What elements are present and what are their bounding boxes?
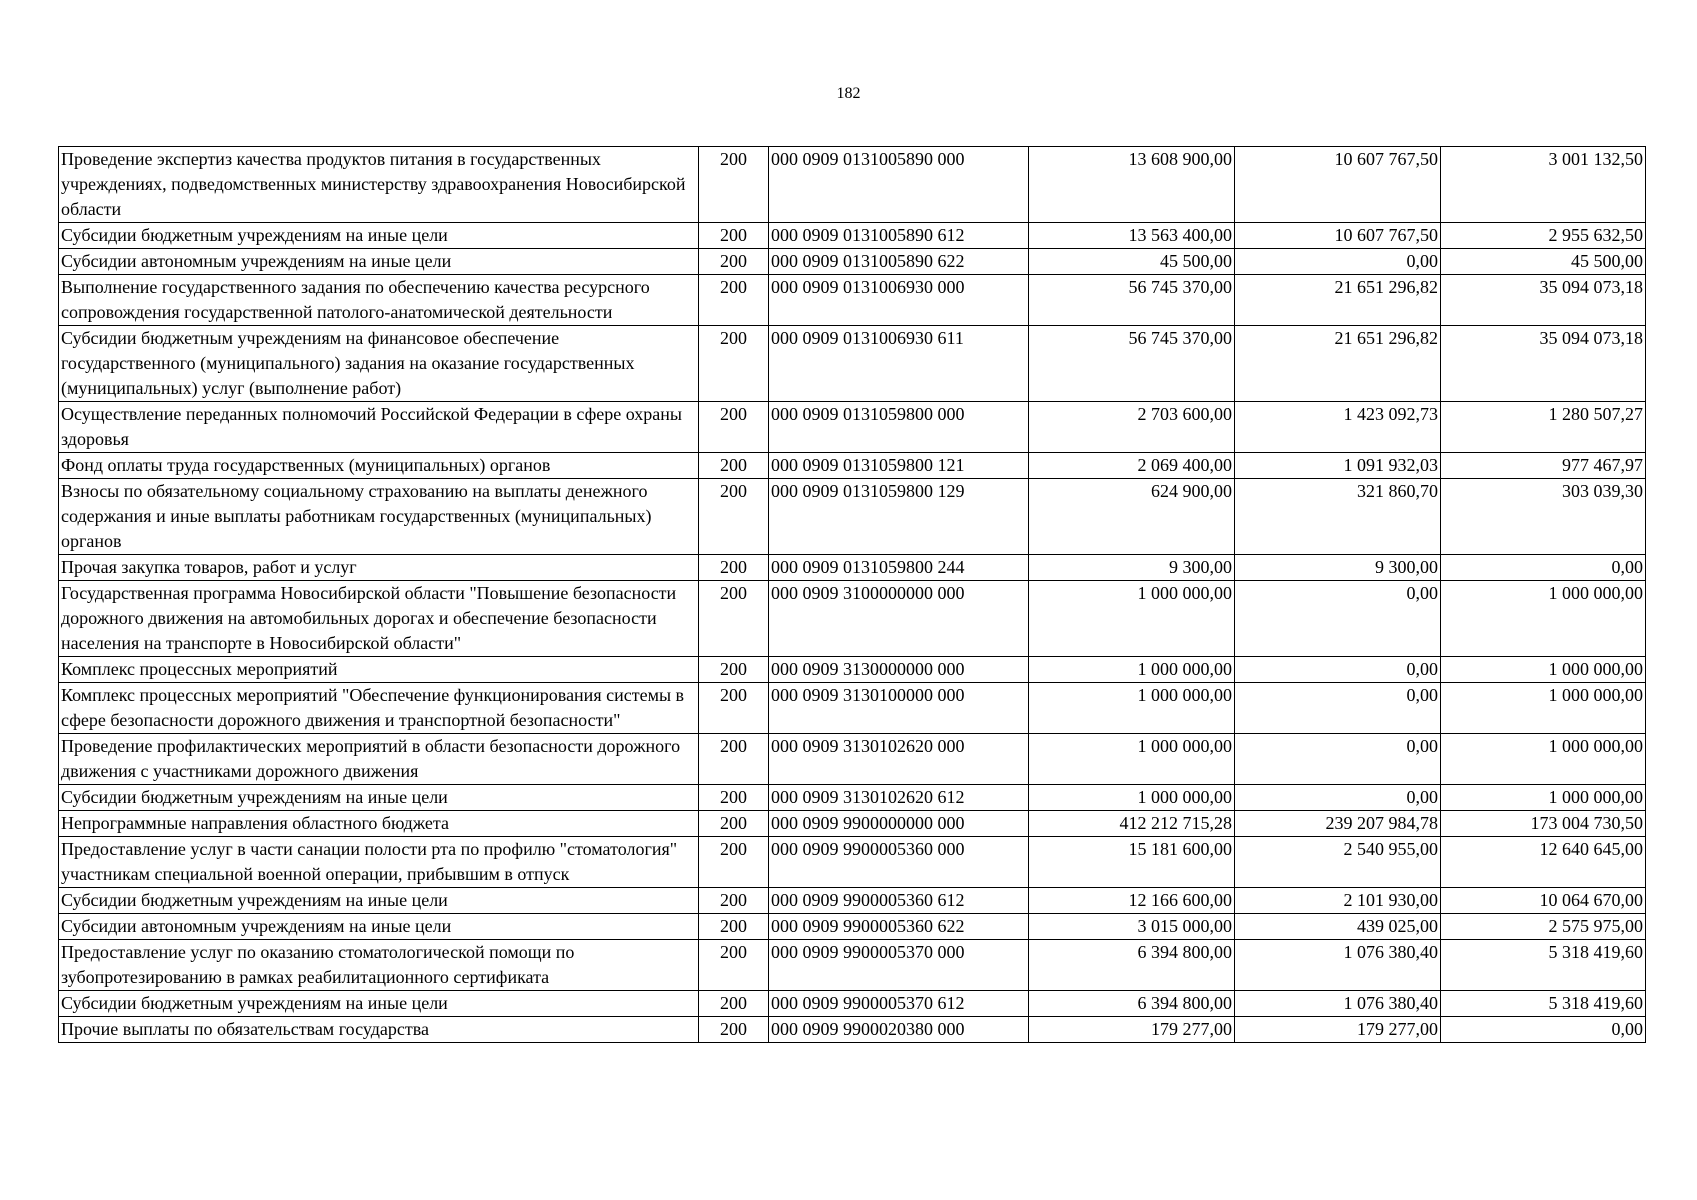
row-executed-cell: 0,00	[1235, 657, 1441, 683]
budget-execution-table	[58, 146, 1646, 1043]
table-row	[59, 402, 1646, 453]
table-row	[59, 581, 1646, 657]
row-classification-cell: 000 0909 0131059800 121	[769, 453, 1029, 479]
page-number: 182	[836, 85, 861, 102]
row-unexecuted-cell: 35 094 073,18	[1441, 326, 1646, 402]
row-executed-cell: 1 423 092,73	[1235, 402, 1441, 453]
row-unexecuted-cell: 5 318 419,60	[1441, 940, 1646, 991]
row-executed-cell: 321 860,70	[1235, 479, 1441, 555]
row-classification-cell: 000 0909 9900005360 000	[769, 837, 1029, 888]
row-unexecuted-cell: 0,00	[1441, 555, 1646, 581]
row-name-cell: Субсидии автономным учреждениям на иные цели	[59, 914, 699, 940]
table-row	[59, 1017, 1646, 1043]
row-code-cell: 200	[699, 914, 769, 940]
table-row	[59, 991, 1646, 1017]
row-unexecuted-cell: 1 000 000,00	[1441, 785, 1646, 811]
row-classification-cell: 000 0909 0131005890 612	[769, 223, 1029, 249]
table-row	[59, 888, 1646, 914]
row-classification-cell: 000 0909 0131059800 000	[769, 402, 1029, 453]
row-approved-cell: 13 563 400,00	[1029, 223, 1235, 249]
row-approved-cell: 412 212 715,28	[1029, 811, 1235, 837]
row-name-cell: Комплекс процессных мероприятий	[59, 657, 699, 683]
row-executed-cell: 2 540 955,00	[1235, 837, 1441, 888]
row-unexecuted-cell: 35 094 073,18	[1441, 275, 1646, 326]
table-row	[59, 837, 1646, 888]
row-name-cell: Проведение профилактических мероприятий в области безопасности дорожного движения с участниками дорожного движения	[59, 734, 699, 785]
row-name-cell: Выполнение государственного задания по обеспечению качества ресурсного сопровождения государственной патолого-анатомической деятельности	[59, 275, 699, 326]
row-approved-cell: 2 703 600,00	[1029, 402, 1235, 453]
row-executed-cell: 0,00	[1235, 785, 1441, 811]
row-code-cell: 200	[699, 785, 769, 811]
table-row	[59, 657, 1646, 683]
row-classification-cell: 000 0909 9900000000 000	[769, 811, 1029, 837]
row-name-cell: Субсидии автономным учреждениям на иные цели	[59, 249, 699, 275]
row-unexecuted-cell: 173 004 730,50	[1441, 811, 1646, 837]
table-row	[59, 326, 1646, 402]
row-code-cell: 200	[699, 453, 769, 479]
row-approved-cell: 1 000 000,00	[1029, 785, 1235, 811]
row-unexecuted-cell: 1 280 507,27	[1441, 402, 1646, 453]
row-executed-cell: 439 025,00	[1235, 914, 1441, 940]
row-unexecuted-cell: 5 318 419,60	[1441, 991, 1646, 1017]
row-name-cell: Прочая закупка товаров, работ и услуг	[59, 555, 699, 581]
row-code-cell: 200	[699, 479, 769, 555]
row-executed-cell: 179 277,00	[1235, 1017, 1441, 1043]
table-row	[59, 249, 1646, 275]
row-unexecuted-cell: 3 001 132,50	[1441, 147, 1646, 223]
row-classification-cell: 000 0909 0131059800 129	[769, 479, 1029, 555]
row-classification-cell: 000 0909 3130102620 000	[769, 734, 1029, 785]
row-classification-cell: 000 0909 3100000000 000	[769, 581, 1029, 657]
row-approved-cell: 9 300,00	[1029, 555, 1235, 581]
row-executed-cell: 0,00	[1235, 249, 1441, 275]
row-unexecuted-cell: 1 000 000,00	[1441, 734, 1646, 785]
row-code-cell: 200	[699, 657, 769, 683]
row-name-cell: Субсидии бюджетным учреждениям на иные цели	[59, 223, 699, 249]
row-unexecuted-cell: 2 955 632,50	[1441, 223, 1646, 249]
row-unexecuted-cell: 45 500,00	[1441, 249, 1646, 275]
row-executed-cell: 0,00	[1235, 683, 1441, 734]
row-approved-cell: 1 000 000,00	[1029, 734, 1235, 785]
row-executed-cell: 10 607 767,50	[1235, 223, 1441, 249]
row-unexecuted-cell: 1 000 000,00	[1441, 657, 1646, 683]
row-classification-cell: 000 0909 0131006930 611	[769, 326, 1029, 402]
row-name-cell: Проведение экспертиз качества продуктов питания в государственных учреждениях, подведомственных министерству здравоохранения Новосибирской области	[59, 147, 699, 223]
row-executed-cell: 0,00	[1235, 581, 1441, 657]
row-approved-cell: 1 000 000,00	[1029, 581, 1235, 657]
row-classification-cell: 000 0909 0131059800 244	[769, 555, 1029, 581]
row-code-cell: 200	[699, 223, 769, 249]
row-unexecuted-cell: 1 000 000,00	[1441, 581, 1646, 657]
row-name-cell: Взносы по обязательному социальному страхованию на выплаты денежного содержания и иные выплаты работникам государственных (муниципальных) органов	[59, 479, 699, 555]
row-name-cell: Непрограммные направления областного бюджета	[59, 811, 699, 837]
row-approved-cell: 56 745 370,00	[1029, 326, 1235, 402]
row-classification-cell: 000 0909 0131005890 000	[769, 147, 1029, 223]
table-row	[59, 734, 1646, 785]
table-row	[59, 275, 1646, 326]
row-name-cell: Комплекс процессных мероприятий "Обеспечение функционирования системы в сфере безопасности дорожного движения и транспортной безопасности"	[59, 683, 699, 734]
row-name-cell: Фонд оплаты труда государственных (муниципальных) органов	[59, 453, 699, 479]
row-unexecuted-cell: 12 640 645,00	[1441, 837, 1646, 888]
row-approved-cell: 2 069 400,00	[1029, 453, 1235, 479]
row-name-cell: Субсидии бюджетным учреждениям на иные цели	[59, 785, 699, 811]
row-code-cell: 200	[699, 249, 769, 275]
row-code-cell: 200	[699, 581, 769, 657]
table-row	[59, 223, 1646, 249]
row-unexecuted-cell: 977 467,97	[1441, 453, 1646, 479]
row-classification-cell: 000 0909 9900005370 000	[769, 940, 1029, 991]
table-row	[59, 811, 1646, 837]
row-code-cell: 200	[699, 837, 769, 888]
row-name-cell: Прочие выплаты по обязательствам государства	[59, 1017, 699, 1043]
row-executed-cell: 0,00	[1235, 734, 1441, 785]
row-code-cell: 200	[699, 147, 769, 223]
row-unexecuted-cell: 2 575 975,00	[1441, 914, 1646, 940]
row-approved-cell: 12 166 600,00	[1029, 888, 1235, 914]
table-row	[59, 914, 1646, 940]
row-executed-cell: 1 091 932,03	[1235, 453, 1441, 479]
table-row	[59, 479, 1646, 555]
row-approved-cell: 1 000 000,00	[1029, 657, 1235, 683]
row-name-cell: Субсидии бюджетным учреждениям на иные цели	[59, 991, 699, 1017]
row-executed-cell: 21 651 296,82	[1235, 326, 1441, 402]
table-row	[59, 147, 1646, 223]
row-classification-cell: 000 0909 0131006930 000	[769, 275, 1029, 326]
row-name-cell: Субсидии бюджетным учреждениям на иные цели	[59, 888, 699, 914]
row-code-cell: 200	[699, 326, 769, 402]
row-approved-cell: 45 500,00	[1029, 249, 1235, 275]
row-approved-cell: 56 745 370,00	[1029, 275, 1235, 326]
row-classification-cell: 000 0909 3130100000 000	[769, 683, 1029, 734]
row-approved-cell: 15 181 600,00	[1029, 837, 1235, 888]
row-name-cell: Предоставление услуг в части санации полости рта по профилю "стоматология" участникам специальной военной операции, прибывшим в отпуск	[59, 837, 699, 888]
row-unexecuted-cell: 303 039,30	[1441, 479, 1646, 555]
row-unexecuted-cell: 0,00	[1441, 1017, 1646, 1043]
row-code-cell: 200	[699, 991, 769, 1017]
row-code-cell: 200	[699, 555, 769, 581]
row-code-cell: 200	[699, 734, 769, 785]
row-code-cell: 200	[699, 683, 769, 734]
row-executed-cell: 21 651 296,82	[1235, 275, 1441, 326]
row-classification-cell: 000 0909 3130102620 612	[769, 785, 1029, 811]
row-code-cell: 200	[699, 811, 769, 837]
row-executed-cell: 9 300,00	[1235, 555, 1441, 581]
row-executed-cell: 2 101 930,00	[1235, 888, 1441, 914]
table-body	[59, 147, 1646, 1043]
row-executed-cell: 1 076 380,40	[1235, 940, 1441, 991]
row-approved-cell: 624 900,00	[1029, 479, 1235, 555]
row-name-cell: Государственная программа Новосибирской области "Повышение безопасности дорожного движения на автомобильных дорогах и обеспечение безопасности населения на транспорте в Новосибирской области"	[59, 581, 699, 657]
row-approved-cell: 6 394 800,00	[1029, 940, 1235, 991]
row-code-cell: 200	[699, 940, 769, 991]
row-executed-cell: 10 607 767,50	[1235, 147, 1441, 223]
row-name-cell: Субсидии бюджетным учреждениям на финансовое обеспечение государственного (муниципального) задания на оказание государственных (муниципальных) услуг (выполнение работ)	[59, 326, 699, 402]
row-code-cell: 200	[699, 275, 769, 326]
table-row	[59, 940, 1646, 991]
row-unexecuted-cell: 10 064 670,00	[1441, 888, 1646, 914]
row-code-cell: 200	[699, 1017, 769, 1043]
row-classification-cell: 000 0909 0131005890 622	[769, 249, 1029, 275]
row-executed-cell: 1 076 380,40	[1235, 991, 1441, 1017]
row-approved-cell: 179 277,00	[1029, 1017, 1235, 1043]
row-unexecuted-cell: 1 000 000,00	[1441, 683, 1646, 734]
row-approved-cell: 6 394 800,00	[1029, 991, 1235, 1017]
row-classification-cell: 000 0909 9900005360 622	[769, 914, 1029, 940]
row-approved-cell: 3 015 000,00	[1029, 914, 1235, 940]
row-classification-cell: 000 0909 9900005360 612	[769, 888, 1029, 914]
table-row	[59, 555, 1646, 581]
row-code-cell: 200	[699, 402, 769, 453]
row-code-cell: 200	[699, 888, 769, 914]
table-row	[59, 683, 1646, 734]
row-name-cell: Осуществление переданных полномочий Российской Федерации в сфере охраны здоровья	[59, 402, 699, 453]
row-classification-cell: 000 0909 3130000000 000	[769, 657, 1029, 683]
row-classification-cell: 000 0909 9900005370 612	[769, 991, 1029, 1017]
table-row	[59, 785, 1646, 811]
row-classification-cell: 000 0909 9900020380 000	[769, 1017, 1029, 1043]
table-row	[59, 453, 1646, 479]
row-approved-cell: 1 000 000,00	[1029, 683, 1235, 734]
row-executed-cell: 239 207 984,78	[1235, 811, 1441, 837]
row-approved-cell: 13 608 900,00	[1029, 147, 1235, 223]
row-name-cell: Предоставление услуг по оказанию стоматологической помощи по зубопротезированию в рамках реабилитационного сертификата	[59, 940, 699, 991]
